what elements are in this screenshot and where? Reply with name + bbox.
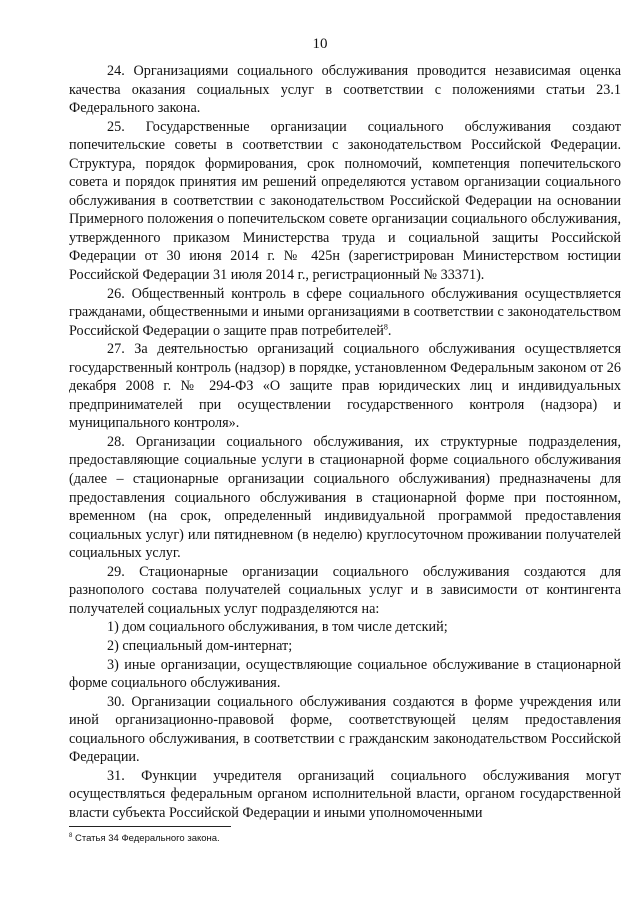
footnote-mark: 8 <box>69 833 73 839</box>
paragraph-26-tail: . <box>387 322 392 339</box>
list-item-2: 2) специальный дом-интернат; <box>107 637 293 654</box>
paragraph-25: 25. Государственные организации социального обслуживания создают попечительские советы в соответствии с законодательством Российской Федерации. Структура, порядок формирования, срок полномочий, компетенция попечительского совета и порядок принятия им решений определяются уставом организации социального обслуживания в соответствии с законодательством Российской Федерации на основании Примерного положения о попечительском совете организации социального обслуживания, утвержденного приказом Министерства труда и социальной защиты Российской Федерации от 30 июня 2014 г. № 425н (зарегистрирован Министерством юстиции Российской Федерации 31 июля 2014 г., регистрационный № 33371). <box>69 118 621 284</box>
paragraph-24: 24. Организациями социального обслуживания проводится независимая оценка качества оказания социальных услуг в соответствии с положениями статьи 23.1 Федерального закона. <box>69 63 621 117</box>
footnote-text: Статья 34 Федерального закона. <box>72 833 220 845</box>
paragraph-26 <box>69 285 621 341</box>
paragraph-27: 27. За деятельностью организаций социального обслуживания осуществляется государственный контроль (надзор) в порядке, установленном Федеральным законом от 26 декабря 2008 г. № 294-ФЗ «О защите прав юридических лиц и индивидуальных предпринимателей при осуществлении государственного контроля (надзора) и муниципального контроля». <box>69 341 621 432</box>
document-body <box>69 62 621 822</box>
paragraph-28: 28. Организации социального обслуживания, их структурные подразделения, предоставляющие социальные услуги в стационарной форме социального обслуживания (далее – стационарные организации социального обслуживания) предназначены для предоставления социального обслуживания в стационарной форме при постоянном, временном (на срок, определенный индивидуальной программой предоставления социальных услуг) или пятидневном (в неделю) круглосуточном проживании получателей социальных услуг. <box>69 433 621 562</box>
footnote-reference[interactable]: 8 <box>383 321 388 331</box>
page-number: 10 <box>312 36 328 52</box>
paragraph-29: 29. Стационарные организации социального обслуживания создаются для разнополого состава получателей социальных услуг и в зависимости от контингента получателей социальных услуг подразделяются на: <box>69 563 621 617</box>
paragraph-30: 30. Организации социального обслуживания создаются в форме учреждения или иной организационно-правовой форме, соответствующей целям предоставления социального обслуживания, в соответствии с гражданским законодательством Российской Федерации. <box>69 693 621 766</box>
footnote-divider <box>69 826 231 827</box>
footnote <box>69 833 220 844</box>
list-item-1: 1) дом социального обслуживания, в том числе детский; <box>107 619 448 636</box>
list-item-3: 3) иные организации, осуществляющие социальное обслуживание в стационарной форме социального обслуживания. <box>69 656 621 692</box>
paragraph-31: 31. Функции учредителя организаций социального обслуживания могут осуществляться федеральным органом исполнительной власти, органом государственной власти субъекта Российской Федерации и иными уполномоченными <box>69 767 621 821</box>
paragraph-26-text: 26. Общественный контроль в сфере социального обслуживания осуществляется гражданами, общественными и иными организациями в соответствии с законодательством Российской Федерации о защите прав потребителей <box>69 285 621 339</box>
